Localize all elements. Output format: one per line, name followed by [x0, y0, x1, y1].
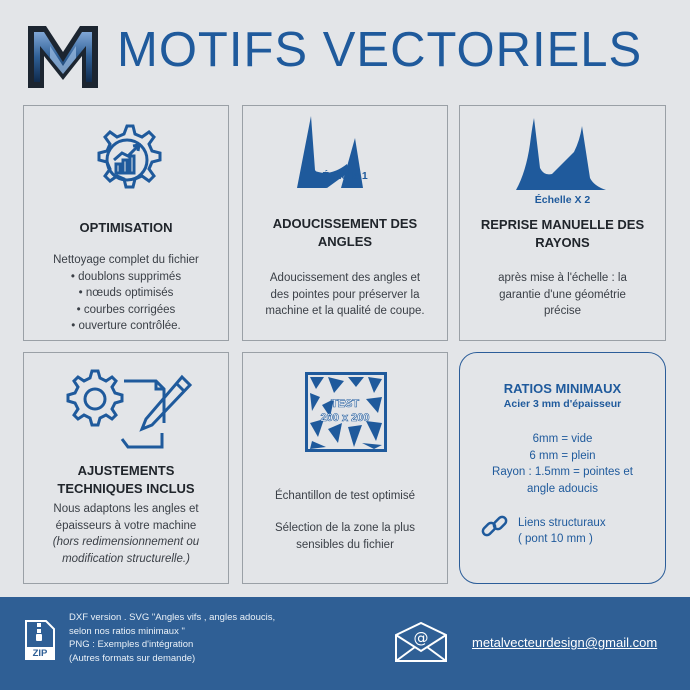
card-text-line: Nous adaptons les angles et	[53, 503, 199, 515]
card-text-line: des pointes pour préserver la	[270, 288, 420, 301]
card-title: RATIOS MINIMAUX	[503, 381, 622, 396]
m-monogram-logo	[26, 22, 100, 92]
card-text-line: épaisseurs à votre machine	[55, 519, 197, 532]
footer-line: (Autres formats sur demande)	[69, 652, 196, 664]
card-text-line: • courbes corrigées	[76, 303, 176, 316]
card-subtitle: Acier 3 mm d'épaisseur	[503, 398, 622, 410]
card-adoucissement	[242, 105, 448, 341]
card-optimisation	[23, 105, 229, 341]
card-text-line: précise	[543, 305, 582, 317]
rounded-angles-icon	[510, 112, 620, 192]
svg-text:@: @	[413, 629, 429, 647]
header	[0, 0, 690, 104]
card-italic-line: (hors redimensionnement ou	[52, 536, 200, 548]
card-reprise	[459, 105, 666, 341]
scale-label: Échelle X 2	[534, 194, 591, 206]
card-title-line: REPRISE MANUELLE DES	[480, 217, 645, 232]
links-line: ( pont 10 mm )	[518, 533, 593, 545]
card-text-line: • nœuds optimisés	[78, 287, 174, 299]
card-text-line: • ouverture contrôlée.	[71, 320, 181, 332]
card-title-line: RAYONS	[535, 235, 590, 250]
card-title-line: TECHNIQUES INCLUS	[57, 481, 195, 496]
test-badge-line: TEST	[330, 398, 360, 410]
zip-label: ZIP	[32, 648, 48, 659]
card-text-line: Nettoyage complet du fichier	[53, 254, 199, 266]
gear-chart-icon	[86, 120, 168, 200]
card-text-line: Rayon : 1.5mm = pointes et	[492, 466, 633, 478]
card-ratios	[459, 352, 666, 584]
card-text-line: sensibles du fichier	[296, 538, 394, 551]
card-test	[242, 352, 448, 584]
footer-text	[69, 611, 275, 665]
card-text-line: • doublons supprimés	[70, 270, 182, 283]
card-ajustements	[23, 352, 229, 584]
card-title-line: ADOUCISSEMENT DES	[272, 216, 418, 231]
card-text-line: garantie d'une géométrie	[499, 288, 626, 301]
footer	[0, 597, 690, 690]
gear-pencil-document-icon	[62, 363, 196, 453]
email-link[interactable]: metalvecteurdesign@gmail.com	[472, 635, 658, 650]
card-text-line: 6mm = vide	[532, 433, 593, 445]
chain-link-icon	[480, 513, 510, 543]
card-text-line: Échantillon de test optimisé	[275, 490, 415, 502]
test-badge-line: 200 x 200	[320, 412, 370, 424]
scale-label: Échelle 1	[322, 170, 368, 182]
card-text-line: angle adoucis	[527, 482, 598, 495]
card-title: OPTIMISATION	[79, 220, 173, 235]
card-title-line: ANGLES	[317, 234, 373, 249]
card-text-line: 6 mm = plein	[529, 449, 596, 462]
page-title: MOTIFS VECTORIELS	[117, 23, 643, 77]
card-text-line: Sélection de la zone la plus	[274, 522, 415, 534]
footer-line: DXF version . SVG "Angles vifs , angles adoucis,	[69, 612, 276, 623]
card-italic-line: modification structurelle.)	[62, 552, 190, 565]
footer-line: selon nos ratios minimaux "	[69, 625, 185, 637]
card-title-line: AJUSTEMENTS	[77, 463, 175, 478]
envelope-at-icon	[393, 621, 449, 663]
links-line: Liens structuraux	[518, 517, 606, 529]
card-text-line: machine et la qualité de coupe.	[265, 305, 425, 317]
card-text-line: après mise à l'échelle : la	[498, 272, 627, 284]
card-text-line: Adoucissement des angles et	[269, 272, 421, 284]
footer-line: PNG : Exemples d'intégration	[69, 639, 194, 650]
